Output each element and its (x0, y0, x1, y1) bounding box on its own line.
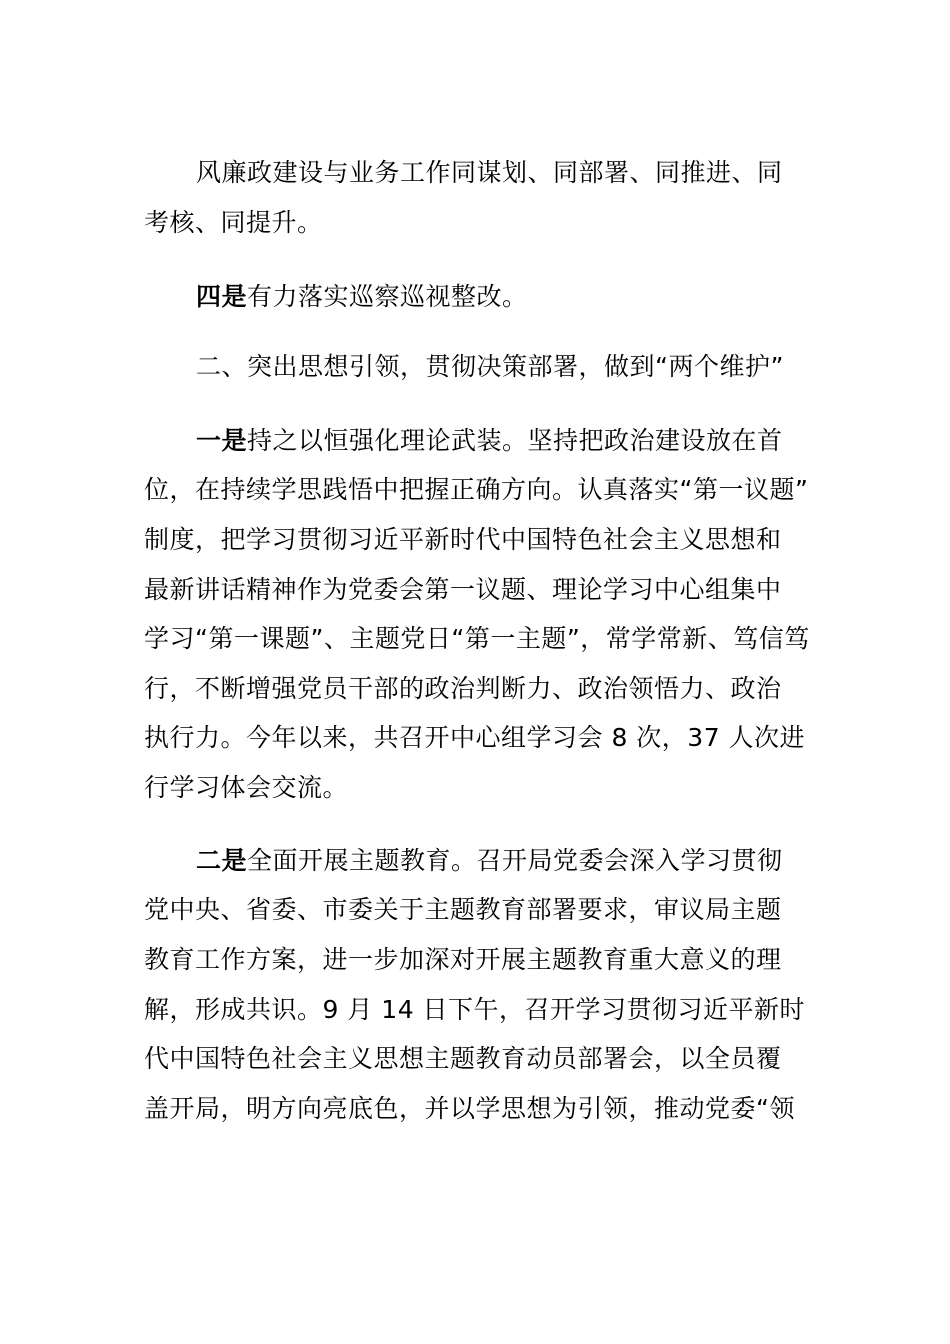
paragraph-line: 盖开局，明方向亮底色，并以学思想为引领，推动党委“领 (144, 1094, 795, 1123)
paragraph-lead: 二是 (196, 846, 248, 875)
paragraph-line: 教育工作方案，进一步加深对开展主题教育重大意义的理 (144, 945, 782, 974)
paragraph-text: 持之以恒强化理论武装。坚持把政治建设放在首 (247, 426, 783, 455)
section-heading: 二、突出思想引领，贯彻决策部署，做到“两个维护” (196, 352, 784, 381)
paragraph-line: 最新讲话精神作为党委会第一议题、理论学习中心组集中 (144, 575, 782, 604)
paragraph-line: 行学习体会交流。 (144, 773, 349, 802)
paragraph-line: 行，不断增强党员干部的政治判断力、政治领悟力、政治 (144, 674, 782, 703)
paragraph-line: 代中国特色社会主义思想主题教育动员部署会，以全员覆 (144, 1044, 782, 1073)
paragraph-line: 学习“第一课题”、主题党日“第一主题”，常学常新、笃信笃 (144, 624, 810, 653)
paragraph-line: 考核、同提升。 (144, 208, 323, 237)
paragraph-line: 风廉政建设与业务工作同谋划、同部署、同推进、同 (196, 158, 783, 187)
paragraph-line (196, 280, 528, 314)
paragraph-line: 制度，把学习贯彻习近平新时代中国特色社会主义思想和 (144, 525, 782, 554)
paragraph-text: 全面开展主题教育。召开局党委会深入学习贯彻 (247, 846, 783, 875)
paragraph-line: 执行力。今年以来，共召开中心组学习会 8 次，37 人次进 (144, 723, 806, 752)
paragraph-line (196, 844, 783, 878)
paragraph-text: 有力落实巡察巡视整改。 (247, 282, 528, 311)
paragraph-line (196, 424, 783, 458)
paragraph-lead: 一是 (196, 426, 248, 455)
paragraph-line: 解，形成共识。9 月 14 日下午，召开学习贯彻习近平新时 (144, 995, 806, 1024)
paragraph-line: 党中央、省委、市委关于主题教育部署要求，审议局主题 (144, 895, 782, 924)
paragraph-lead: 四是 (196, 282, 248, 311)
paragraph-line: 位，在持续学思践悟中把握正确方向。认真落实“第一议题” (144, 475, 809, 504)
